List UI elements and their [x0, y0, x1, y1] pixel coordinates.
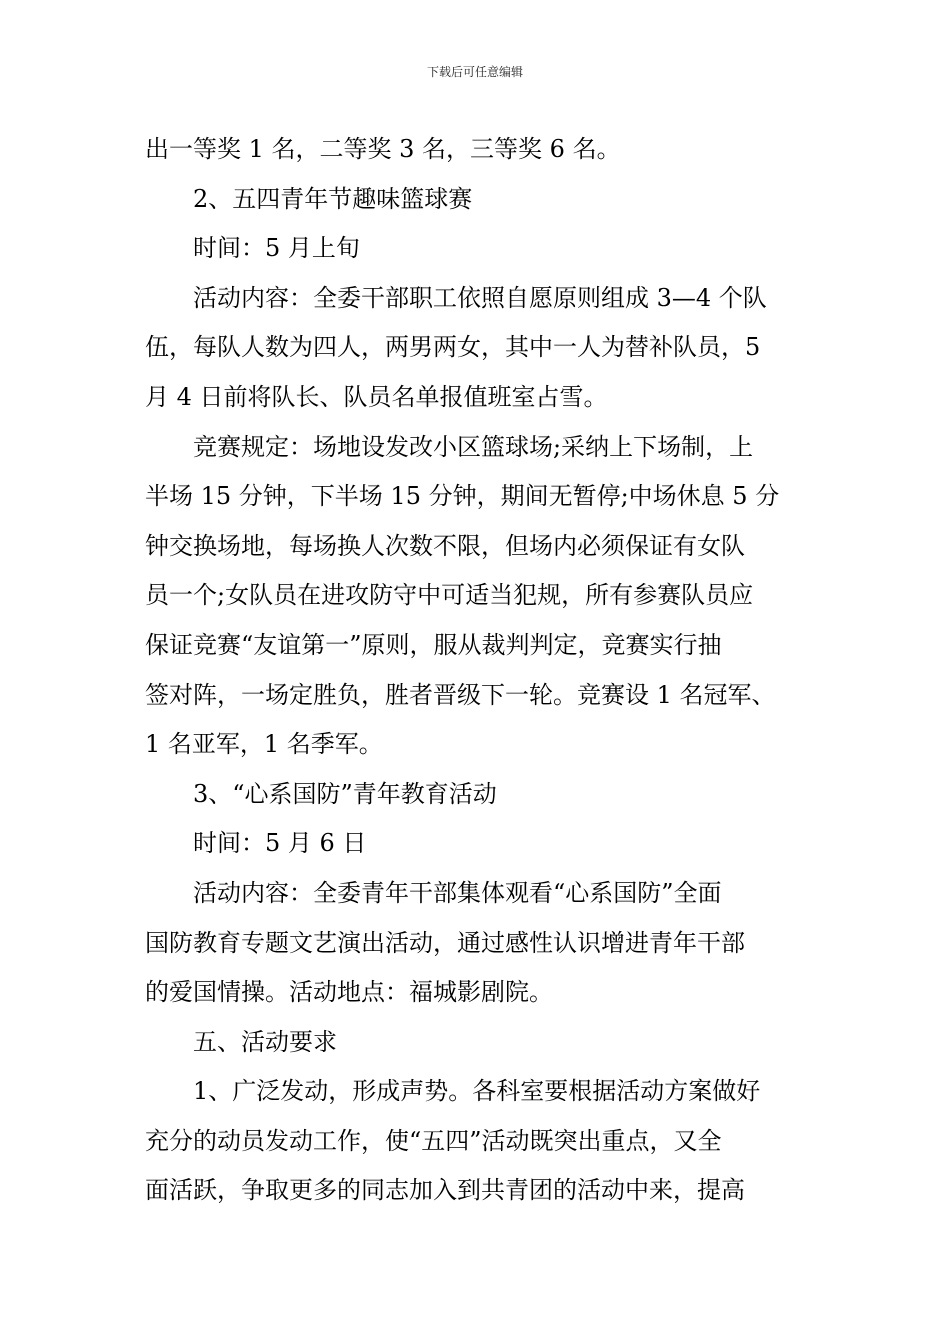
text-line: 五、活动要求: [193, 1027, 337, 1056]
text-line: 2、五四青年节趣味篮球赛: [193, 184, 473, 213]
text-line: 员一个;女队员在进攻防守中可适当犯规，所有参赛队员应: [145, 581, 754, 610]
text-line: 时间：5 月上旬: [193, 234, 360, 263]
text-line: 保证竞赛“友谊第一”原则，服从裁判判定，竞赛实行抽: [145, 630, 722, 659]
text-line: 的爱国情操。活动地点：福城影剧院。: [145, 978, 553, 1007]
text-line: 伍，每队人数为四人，两男两女，其中一人为替补队员，5: [145, 333, 761, 362]
text-line: 出一等奖 1 名，二等奖 3 名，三等奖 6 名。: [145, 135, 621, 163]
text-line: 面活跃，争取更多的同志加入到共青团的活动中来，提高: [145, 1176, 745, 1205]
text-line: 时间：5 月 6 日: [193, 829, 367, 858]
text-line: 3、“心系国防”青年教育活动: [193, 779, 497, 808]
text-line: 竞赛规定：场地设发改小区篮球场;采纳上下场制，上: [193, 432, 754, 461]
text-line: 钟交换场地，每场换人次数不限，但场内必须保证有女队: [145, 531, 745, 560]
text-line: 半场 15 分钟，下半场 15 分钟，期间无暂停;中场休息 5 分: [145, 482, 780, 511]
text-line: 月 4 日前将队长、队员名单报值班室占雪。: [145, 382, 608, 411]
text-line: 活动内容：全委青年干部集体观看“心系国防”全面: [193, 878, 722, 907]
text-line: 国防教育专题文艺演出活动，通过感性认识增进青年干部: [145, 928, 745, 957]
text-line: 签对阵，一场定胜负，胜者晋级下一轮。竞赛设 1 名冠军、: [145, 680, 776, 709]
text-line: 1 名亚军，1 名季军。: [145, 730, 383, 759]
document-body: [145, 125, 825, 1216]
page-header: 下载后可任意编辑: [426, 65, 523, 79]
text-line: 充分的动员发动工作，使“五四”活动既突出重点，又全: [145, 1126, 722, 1155]
text-line: 1、广泛发动，形成声势。各科室要根据活动方案做好: [193, 1077, 761, 1106]
text-line: 活动内容：全委干部职工依照自愿原则组成 3—4 个队: [193, 283, 767, 312]
